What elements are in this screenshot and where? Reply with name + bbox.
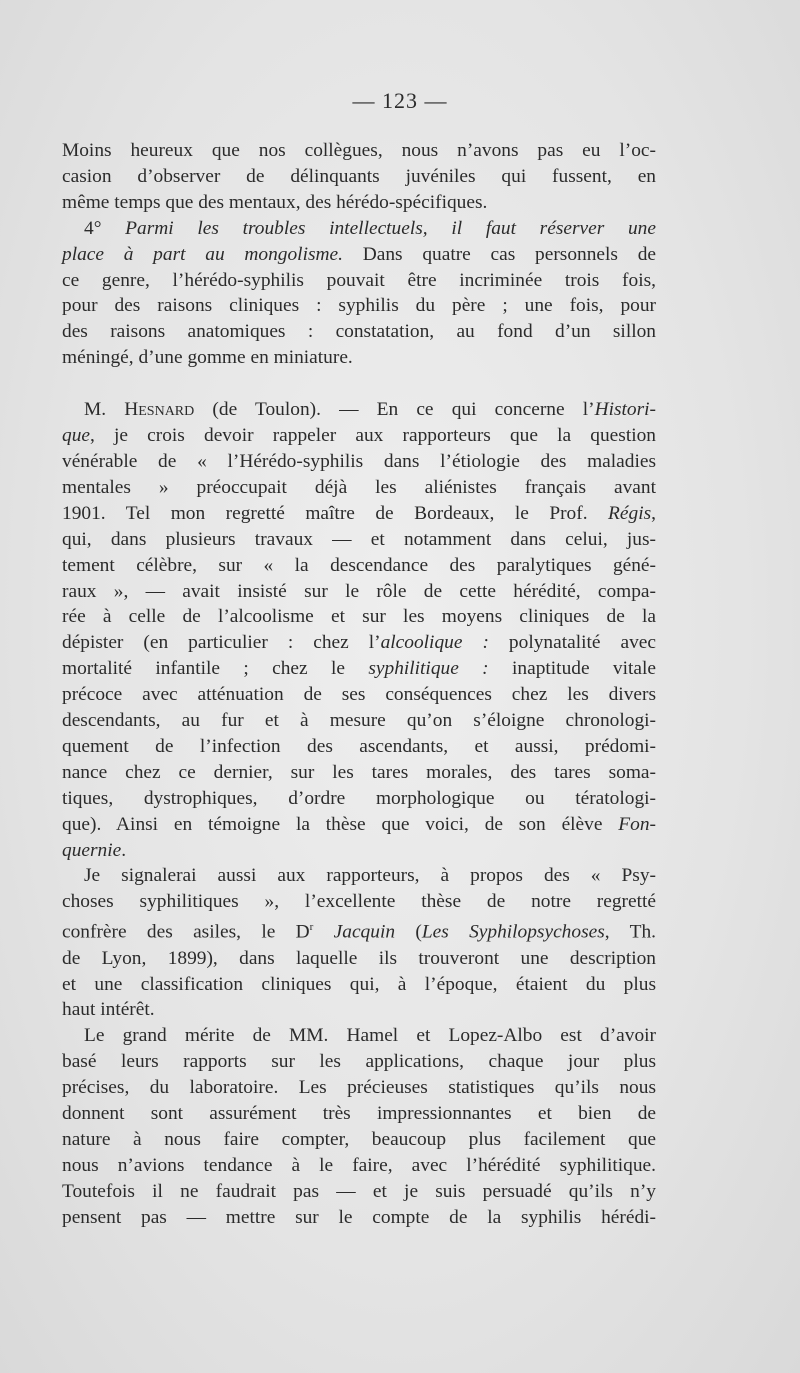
text-line-mixed: 1901. Tel mon regretté maître de Bordeaux, le Prof. Régis, xyxy=(62,502,656,524)
text-line: Toutefois il ne faudrait pas — et je suis persuadé qu’ils n’y xyxy=(62,1180,656,1202)
text-line-mixed: 4° Parmi les troubles intellectuels, il faut réserver une xyxy=(84,217,656,239)
text-line: méningé, d’une gomme en miniature. xyxy=(62,347,353,369)
paragraph xyxy=(62,216,656,371)
text-line: précises, du laboratoire. Les précieuses statistiques qu’ils nous xyxy=(62,1077,656,1099)
text-line-mixed: que). Ainsi en témoigne la thèse que voici, de son élève Fon- xyxy=(62,813,656,835)
text-line: pour des raisons cliniques : syphilis du père ; une fois, pour xyxy=(62,295,656,317)
text-line-mixed: dépister (en particulier : chez l’alcoolique : polynatalité avec xyxy=(62,632,656,654)
text-line-mixed: quernie. xyxy=(62,839,127,861)
text-line: choses syphilitiques », l’excellente thèse de notre regretté xyxy=(62,891,656,913)
paragraph xyxy=(62,1023,656,1230)
text-line-mixed: mortalité infantile ; chez le syphilitique : inaptitude vitale xyxy=(62,658,657,680)
text-line: nous n’avions tendance à le faire, avec l’hérédité syphilitique. xyxy=(62,1154,656,1176)
text-line: haut intérêt. xyxy=(62,999,155,1021)
text-line: précoce avec atténuation de ses conséquences chez les divers xyxy=(62,684,656,706)
text-line: nance chez ce dernier, sur les tares morales, des tares soma- xyxy=(62,761,656,783)
paragraph xyxy=(62,863,656,1023)
text-line: même temps que des mentaux, des hérédo-spécifiques. xyxy=(62,191,488,213)
text-line: raux », — avait insisté sur le rôle de cette hérédité, compa- xyxy=(62,580,656,602)
text-line: descendants, au fur et à mesure qu’on s’éloigne chronologi- xyxy=(62,710,656,732)
text-line-mixed: confrère des asiles, le $D^r$ Jacquin (Les Syphilopsychoses, Th. xyxy=(62,921,656,943)
page-number: — 123 — xyxy=(352,88,448,113)
text-line: des raisons anatomiques : constatation, au fond d’un sillon xyxy=(62,321,656,343)
text-line: tiques, dystrophiques, d’ordre morphologique ou tératologi- xyxy=(62,787,656,809)
text-line: Le grand mérite de MM. Hamel et Lopez-Albo est d’avoir xyxy=(84,1025,656,1047)
paragraph xyxy=(62,138,656,216)
text-line: vénérable de « l’Hérédo-syphilis dans l’étiologie des maladies xyxy=(62,450,656,472)
text-line: basé leurs rapports sur les applications, chaque jour plus xyxy=(62,1051,656,1073)
text-line-mixed: place à part au mongolisme. Dans quatre cas personnels de xyxy=(62,243,657,265)
text-line: et une classification cliniques qui, à l’époque, étaient du plus xyxy=(62,973,656,995)
text-line: pensent pas — mettre sur le compte de la syphilis hérédi- xyxy=(62,1206,656,1228)
text-line: Moins heureux que nos collègues, nous n’avons pas eu l’oc- xyxy=(62,140,656,161)
text-line: ce genre, l’hérédo-syphilis pouvait être incriminée trois fois, xyxy=(62,269,656,291)
text-line-mixed: M. Hesnard (de Toulon). — En ce qui concerne l’Histori- xyxy=(84,399,657,421)
text-line: quement de l’infection des ascendants, et aussi, prédomi- xyxy=(62,735,656,757)
text-line: tement célèbre, sur « la descendance des paralytiques géné- xyxy=(62,554,656,576)
text-line: de Lyon, 1899), dans laquelle ils trouveront une description xyxy=(62,947,656,969)
text-line: mentales » préoccupait déjà les aliénistes français avant xyxy=(62,476,656,498)
body-text xyxy=(62,138,656,1231)
text-line: casion d’observer de délinquants juvéniles qui fussent, en xyxy=(62,165,656,187)
paragraph xyxy=(62,397,656,863)
text-line: donnent sont assurément très impressionnantes et bien de xyxy=(62,1103,656,1125)
text-line: qui, dans plusieurs travaux — et notamment dans celui, jus- xyxy=(62,528,656,550)
text-line: Je signalerai aussi aux rapporteurs, à propos des « Psy- xyxy=(84,865,656,887)
text-line-mixed: que, je crois devoir rappeler aux rapporteurs que la question xyxy=(62,425,656,447)
text-line: rée à celle de l’alcoolisme et sur les moyens cliniques de la xyxy=(62,606,656,628)
text-line: nature à nous faire compter, beaucoup plus facilement que xyxy=(62,1129,656,1150)
